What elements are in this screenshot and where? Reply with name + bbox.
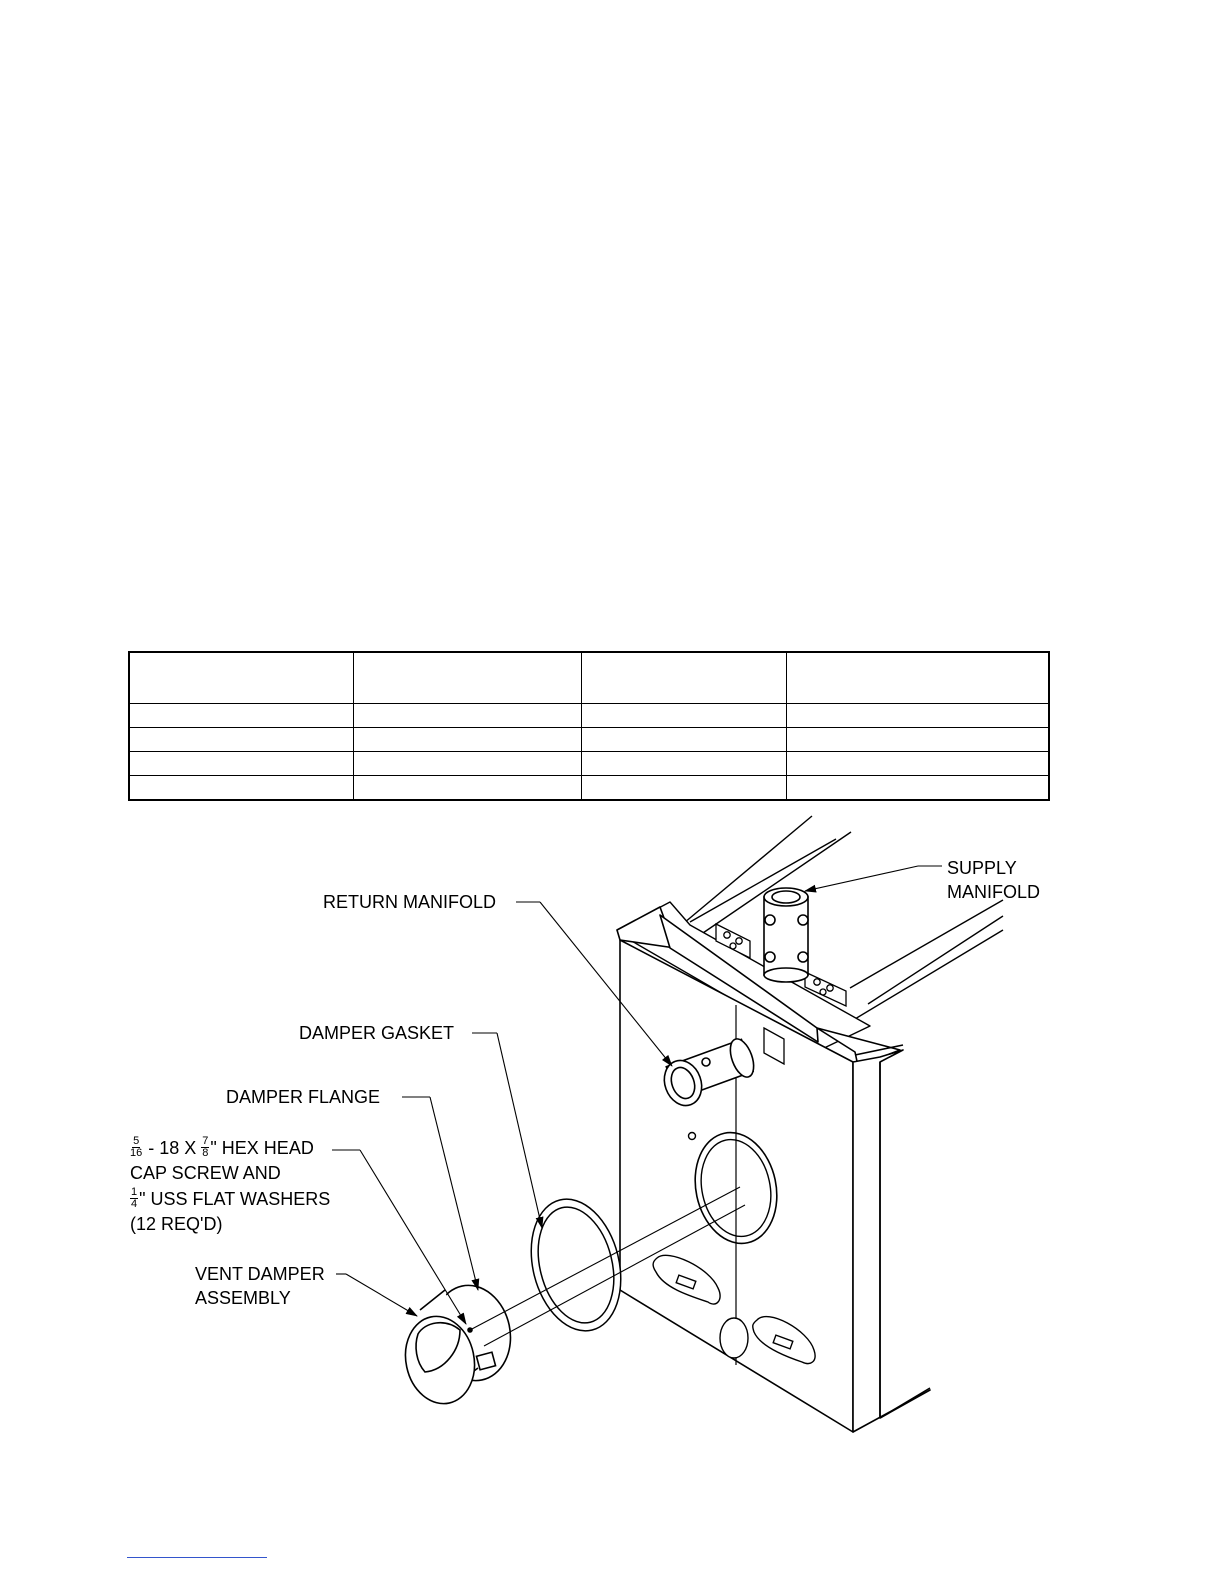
table-cell [581, 752, 786, 776]
cap-screw-size-text: - 18 X [143, 1138, 202, 1158]
table-cell [786, 776, 1049, 801]
fraction-denominator: 8 [202, 1146, 209, 1159]
fraction [130, 1136, 142, 1159]
fraction-numerator: 5 [133, 1134, 140, 1147]
table-cell [129, 728, 353, 752]
fraction-denominator: 4 [131, 1197, 138, 1210]
vent-damper-label-line1: VENT DAMPER [195, 1264, 325, 1284]
fraction-numerator: 7 [202, 1134, 209, 1147]
table-header-cell [581, 652, 786, 704]
table-cell [581, 728, 786, 752]
footer-link-underline[interactable] [127, 1557, 267, 1558]
table-cell [581, 776, 786, 801]
washer-text: " USS FLAT WASHERS [139, 1188, 331, 1209]
table-header-row [129, 652, 1049, 704]
fraction-denominator: 16 [130, 1146, 143, 1159]
table-cell [129, 704, 353, 728]
vent-damper-assembly [398, 1278, 520, 1410]
boiler-cabinet [617, 816, 1003, 1432]
table-header-cell [786, 652, 1049, 704]
table-row [129, 728, 1049, 752]
supply-manifold-label [947, 856, 1040, 904]
cap-screw-label-line4: (12 REQ'D) [130, 1213, 223, 1234]
supply-manifold [764, 888, 808, 982]
spec-table [128, 651, 1050, 801]
supply-manifold-label-line2: MANIFOLD [947, 882, 1041, 902]
table-row [129, 752, 1049, 776]
vent-damper-label-line2: ASSEMBLY [195, 1288, 291, 1308]
table-cell [353, 752, 581, 776]
fraction-numerator: 1 [131, 1185, 138, 1198]
table-cell [129, 752, 353, 776]
table-cell [353, 776, 581, 801]
table-header-cell [129, 652, 353, 704]
table-cell [786, 728, 1049, 752]
cap-screw-type-text: " HEX HEAD [210, 1138, 314, 1158]
table-cell [786, 752, 1049, 776]
supply-manifold-label-line1: SUPPLY [947, 858, 1017, 878]
fraction [130, 1187, 138, 1210]
table-cell [129, 776, 353, 801]
table-row [129, 776, 1049, 801]
fraction [201, 1136, 209, 1159]
boiler-vent-damper-drawing [0, 800, 1224, 1440]
table-header-cell [353, 652, 581, 704]
damper-flange-label: DAMPER FLANGE [226, 1087, 381, 1107]
table-cell [581, 704, 786, 728]
cap-screw-label-line2: CAP SCREW AND [130, 1162, 281, 1183]
cap-screw-label [130, 1136, 330, 1236]
cap-screw-label-line1 [130, 1136, 330, 1161]
table-cell [353, 704, 581, 728]
table-cell [786, 704, 1049, 728]
table-row [129, 704, 1049, 728]
return-manifold-label: RETURN MANIFOLD [323, 892, 497, 912]
damper-gasket-label: DAMPER GASKET [299, 1023, 455, 1043]
cap-screw-label-line3 [130, 1187, 330, 1212]
table-cell [353, 728, 581, 752]
vent-damper-label [195, 1262, 325, 1310]
